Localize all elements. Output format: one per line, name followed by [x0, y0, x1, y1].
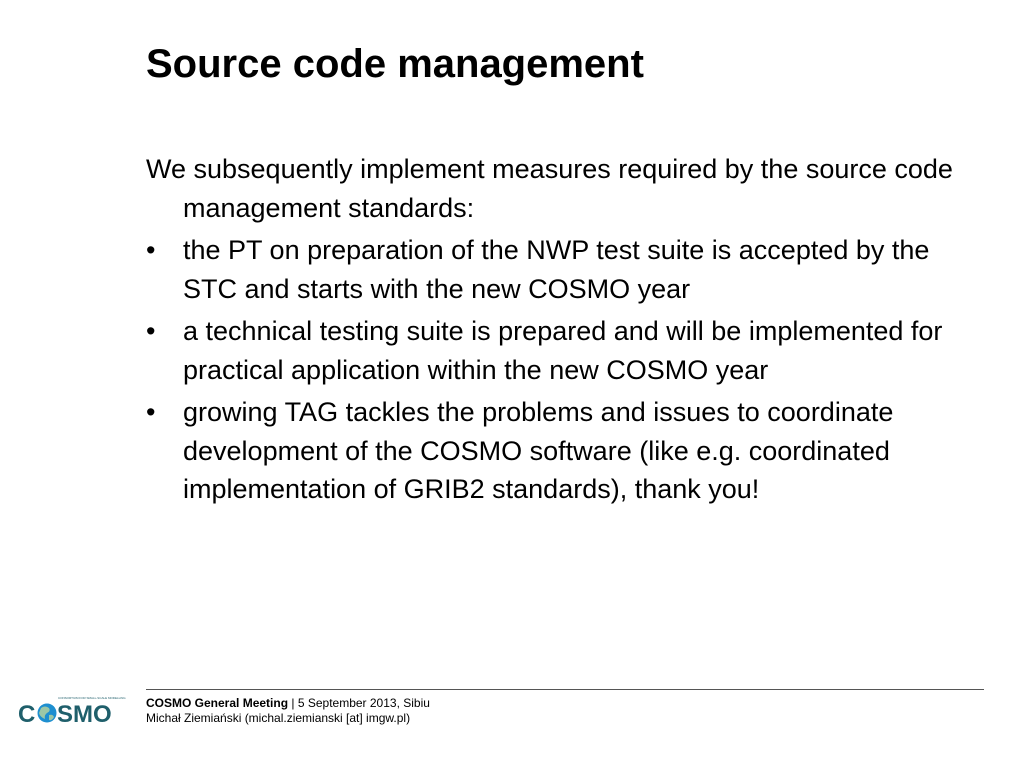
bullet-text: the PT on preparation of the NWP test suite is accepted by the STC and starts with the new COSMO year [183, 235, 930, 304]
bullet-item [146, 231, 976, 308]
logo-letter-c: C [18, 701, 36, 727]
slide-body [146, 150, 976, 509]
bullet-item [146, 312, 976, 389]
logo-letters-smo: SMO [57, 701, 112, 727]
bullet-marker: • [146, 397, 156, 427]
footer-text [146, 696, 430, 726]
footer-separator: | [288, 696, 298, 710]
intro-paragraph: We subsequently implement measures required by the source code management standards: [146, 154, 953, 223]
footer-line-1 [146, 696, 430, 711]
bullet-text: a technical testing suite is prepared and will be implemented for practical application within the new COSMO year [183, 316, 943, 385]
bullet-marker: • [146, 316, 156, 346]
footer-author: Michał Ziemiański (michal.ziemianski [at] imgw.pl) [146, 711, 411, 725]
logo-tagline: CONSORTIUM FOR SMALL-SCALE MODELLING [58, 696, 126, 700]
bullet-item [146, 393, 976, 509]
bullet-text: growing TAG tackles the problems and issues to coordinate development of the COSMO software (like e.g. coordinated implementation of GRIB2 standards), thank you! [183, 397, 894, 504]
cosmo-logo [18, 693, 128, 727]
bullet-marker: • [146, 235, 156, 265]
footer-date-place: 5 September 2013, Sibiu [297, 696, 430, 710]
globe-icon [38, 704, 57, 723]
footer-divider [146, 689, 984, 690]
footer-meeting: COSMO General Meeting [146, 696, 289, 710]
slide-title: Source code management [146, 42, 644, 86]
bullet-list [146, 231, 976, 509]
